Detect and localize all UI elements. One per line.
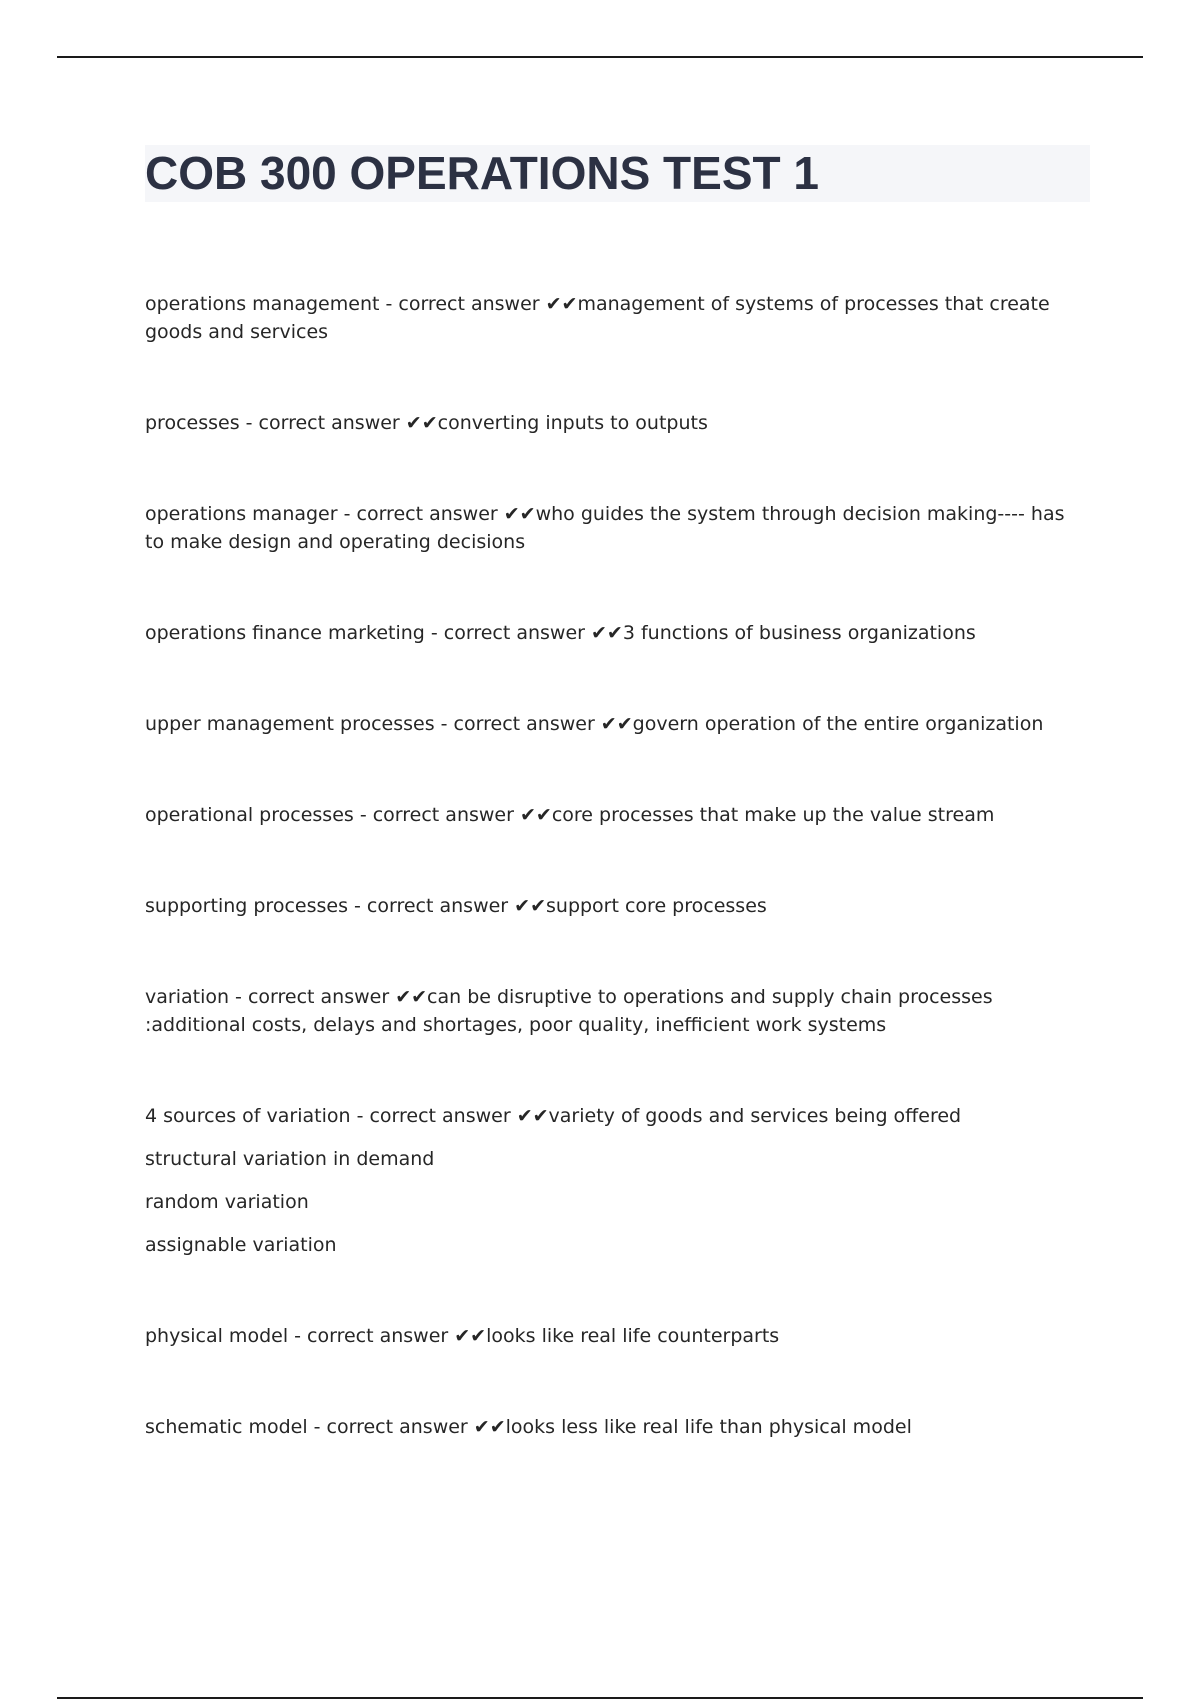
flashcard-answer: can be disruptive to operations and supply chain processes :additional costs, delays and shortages, poor quality, inefficient work systems <box>145 986 993 1036</box>
bottom-rule <box>57 1697 1143 1699</box>
check-icon: ✔✔ <box>591 622 623 644</box>
flashcard-answer: looks like real life counterparts <box>486 1325 780 1347</box>
page-title: COB 300 OPERATIONS TEST 1 <box>145 147 819 199</box>
flashcard-item <box>145 892 1065 920</box>
flashcard-item <box>145 710 1065 738</box>
flashcard-line <box>145 1413 1065 1441</box>
answer-separator: - correct answer <box>337 503 504 525</box>
top-rule <box>57 56 1143 58</box>
flashcard-term: operations finance marketing <box>145 622 425 644</box>
flashcard-item <box>145 1322 1065 1350</box>
flashcard-line <box>145 892 1065 920</box>
answer-separator: - correct answer <box>239 412 406 434</box>
answer-separator: - correct answer <box>353 804 520 826</box>
flashcard-answer: looks less like real life than physical model <box>505 1416 912 1438</box>
check-icon: ✔✔ <box>514 895 546 917</box>
check-icon: ✔✔ <box>519 804 552 826</box>
flashcard-answer-line: random variation <box>145 1191 309 1213</box>
answer-separator: - correct answer <box>288 1325 455 1347</box>
answer-separator: - correct answer <box>229 986 396 1008</box>
flashcard-term: operational processes <box>145 804 354 826</box>
flashcard-answer-line: assignable variation <box>145 1234 337 1256</box>
check-icon: ✔✔ <box>473 1416 506 1438</box>
check-icon: ✔✔ <box>545 293 578 315</box>
flashcard-line <box>145 1102 1065 1130</box>
flashcard-item <box>145 409 1065 437</box>
flashcard-term: supporting processes <box>145 895 348 917</box>
answer-separator: - correct answer <box>424 622 592 644</box>
flashcard-answer: core processes that make up the value stream <box>551 804 995 826</box>
flashcard-item <box>145 983 1065 1039</box>
flashcard-list <box>145 290 1065 1504</box>
flashcard-item <box>145 290 1065 346</box>
flashcard-term: processes <box>145 412 240 434</box>
flashcard-line <box>145 1322 1065 1350</box>
flashcard-item <box>145 1102 1065 1259</box>
flashcard-item <box>145 1413 1065 1441</box>
flashcard-answer-line: structural variation in demand <box>145 1148 435 1170</box>
check-icon: ✔✔ <box>395 986 428 1008</box>
flashcard-line <box>145 500 1065 556</box>
check-icon: ✔✔ <box>454 1325 487 1347</box>
check-icon: ✔✔ <box>405 412 438 434</box>
answer-separator: - correct answer <box>434 713 601 735</box>
flashcard-term: physical model <box>145 1325 289 1347</box>
flashcard-answer: support core processes <box>546 895 767 917</box>
flashcard-answer: converting inputs to outputs <box>437 412 708 434</box>
flashcard-term: operations manager <box>145 503 338 525</box>
flashcard-line <box>145 801 1065 829</box>
flashcard-answer: variety of goods and services being offered <box>548 1105 962 1127</box>
flashcard-answer: management of systems of processes that create goods and services <box>145 293 1050 343</box>
check-icon: ✔✔ <box>516 1105 549 1127</box>
flashcard-term: operations management <box>145 293 380 315</box>
flashcard-line <box>145 290 1065 346</box>
flashcard-term: upper management processes <box>145 713 435 735</box>
flashcard-answer: who guides the system through decision making---- has to make design and operating decisions <box>145 503 1065 553</box>
flashcard-line <box>145 710 1065 738</box>
check-icon: ✔✔ <box>503 503 536 525</box>
flashcard-line <box>145 983 1065 1039</box>
answer-separator: - correct answer <box>347 895 515 917</box>
flashcard-answer: govern operation of the entire organization <box>632 713 1044 735</box>
flashcard-line <box>145 619 1065 647</box>
flashcard-term: schematic model <box>145 1416 308 1438</box>
answer-separator: - correct answer <box>350 1105 517 1127</box>
flashcard-line <box>145 409 1065 437</box>
answer-separator: - correct answer <box>379 293 546 315</box>
flashcard-item <box>145 500 1065 556</box>
answer-separator: - correct answer <box>307 1416 474 1438</box>
flashcard-item <box>145 801 1065 829</box>
flashcard-answer: 3 functions of business organizations <box>622 622 976 644</box>
flashcard-term: variation <box>145 986 230 1008</box>
flashcard-item <box>145 619 1065 647</box>
flashcard-term: 4 sources of variation <box>145 1105 351 1127</box>
check-icon: ✔✔ <box>600 713 633 735</box>
